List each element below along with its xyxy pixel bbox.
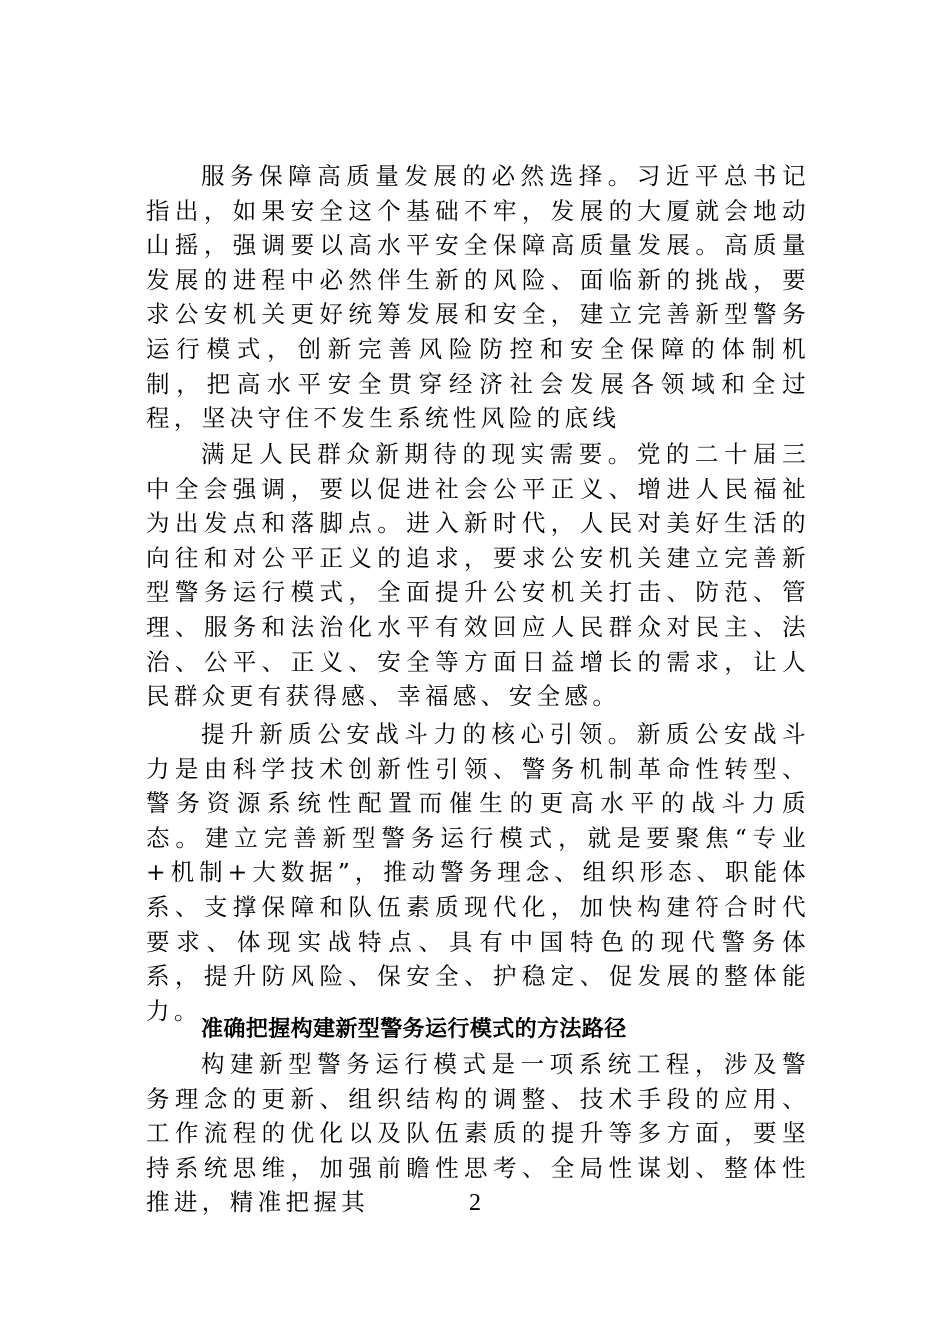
page-number: 2 [469,1190,481,1216]
body-paragraph: 满足人民群众新期待的现实需要。党的二十届三中全会强调，要以促进社会公平正义、增进人民福祉为出发点和落脚点。进入新时代，人民对美好生活的向往和对公平正义的追求，要求公安机关建立完善新型警务运行模式，全面提升公安机关打击、防范、管理、服务和法治化水平有效回应人民群众对民主、法治、公平、正义、安全等方面日益增长的需求，让人民群众更有获得感、幸福感、安全感。 [146,440,810,711]
body-paragraph: 提升新质公安战斗力的核心引领。新质公安战斗力是由科学技术创新性引领、警务机制革命性转型、警务资源系统性配置而催生的更高水平的战斗力质态。建立完善新型警务运行模式，就是要聚焦“专业+机制+大数据”，推动警务理念、组织形态、职能体系、支撑保障和队伍素质现代化，加快构建符合时代要求、体现实战特点、具有中国特色的现代警务体系，提升防风险、保安全、护稳定、促发展的整体能力。 [146,720,810,1025]
body-paragraph: 构建新型警务运行模式是一项系统工程，涉及警务理念的更新、组织结构的调整、技术手段的应用、工作流程的优化以及队伍素质的提升等多方面，要坚持系统思维，加强前瞻性思考、全局性谋划、整体性推进，精准把握其 [146,1050,810,1217]
body-paragraph: 服务保障高质量发展的必然选择。习近平总书记指出，如果安全这个基础不牢，发展的大厦就会地动山摇，强调要以高水平安全保障高质量发展。高质量发展的进程中必然伴生新的风险、面临新的挑战，要求公安机关更好统筹发展和安全，建立完善新型警务运行模式，创新完善风险防控和安全保障的体制机制，把高水平安全贯穿经济社会发展各领域和全过程，坚决守住不发生系统性风险的底线 [146,162,810,433]
section-heading: 准确把握构建新型警务运行模式的方法路径 [201,1017,627,1042]
